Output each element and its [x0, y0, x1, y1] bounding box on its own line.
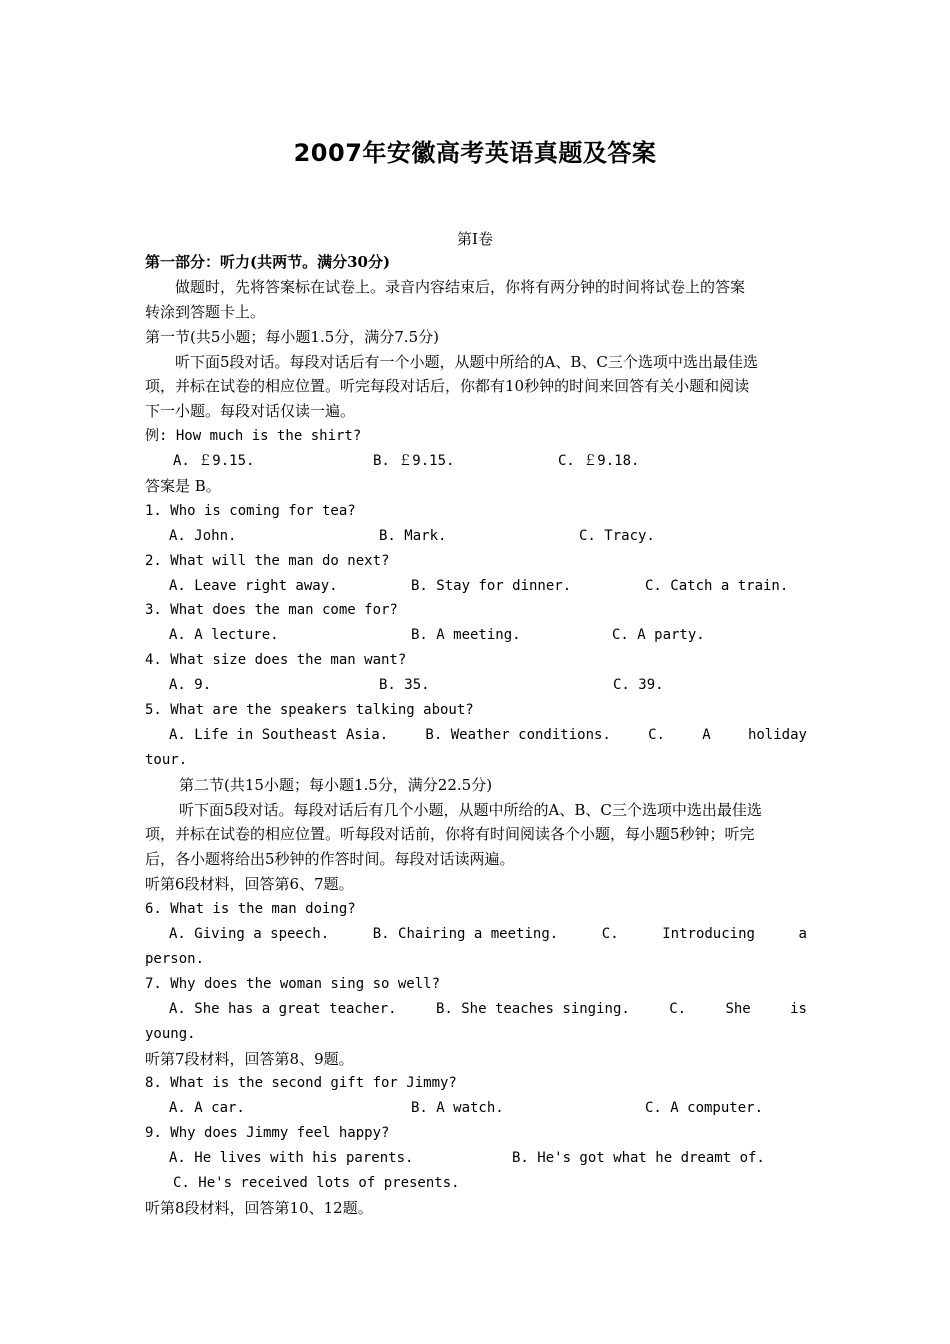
section1-instruction-line: 听下面5段对话。每段对话后有一个小题，从题中所给的A、B、C三个选项中选出最佳选 [175, 352, 758, 371]
section2-instruction-line: 后，各小题将给出5秒钟的作答时间。每段对话读两遍。 [145, 850, 515, 869]
section2-instruction-line: 项，并标在试卷的相应位置。听每段对话前，你将有时间阅读各个小题，每小题5秒钟；听完 [145, 825, 755, 844]
section2-heading: 第二节(共15小题；每小题1.5分，满分22.5分) [179, 775, 493, 794]
option-a: A. He lives with his parents. [169, 1150, 414, 1167]
question-8-options [145, 1096, 807, 1121]
option-a: A. Giving a speech. [169, 926, 330, 943]
option-a: A. ￡9.15. [173, 453, 255, 470]
option-b: B. ￡9.15. [373, 453, 455, 470]
question-4: 4. What size does the man want? [145, 652, 407, 669]
question-3: 3. What does the man come for? [145, 602, 398, 619]
option-c-word: She [725, 1000, 751, 1017]
option-a: A. A lecture. [169, 627, 279, 644]
option-c-word: a [798, 926, 807, 943]
option-a: A. 9. [169, 677, 212, 694]
example-options [145, 449, 807, 474]
question-5-options [145, 723, 807, 748]
example-question: 例: How much is the shirt? [145, 428, 362, 445]
material-heading: 听第8段材料，回答第10、12题。 [145, 1198, 373, 1217]
option-c: C. Tracy. [579, 527, 655, 544]
option-c: C. ￡9.18. [558, 453, 640, 470]
option-b: B. Weather conditions. [425, 726, 611, 743]
option-c: C. [601, 926, 619, 943]
question-7-wrap: young. [145, 1025, 196, 1042]
section1-instruction-line: 下一小题。每段对话仅读一遍。 [145, 402, 356, 421]
question-1: 1. Who is coming for tea? [145, 502, 356, 519]
option-b: B. Mark. [379, 527, 447, 544]
question-9: 9. Why does Jimmy feel happy? [145, 1125, 390, 1142]
question-9-option-c: C. He's received lots of presents. [173, 1174, 460, 1191]
question-8: 8. What is the second gift for Jimmy? [145, 1075, 457, 1092]
option-c: C. A party. [612, 627, 705, 644]
question-6-options [145, 922, 807, 947]
option-c: C. [648, 726, 665, 743]
question-4-options [145, 673, 807, 698]
option-c-word: Introducing [662, 926, 755, 943]
option-a: A. A car. [169, 1100, 245, 1117]
option-b: B. Stay for dinner. [411, 577, 572, 594]
section2-instruction-line: 听下面5段对话。每段对话后有几个小题，从题中所给的A、B、C三个选项中选出最佳选 [179, 800, 762, 819]
example-answer: 答案是 B。 [145, 477, 221, 496]
question-2-options [145, 574, 807, 599]
question-7-options [145, 997, 807, 1022]
question-6-wrap: person. [145, 950, 205, 967]
part1-heading: 第一部分：听力(共两节。满分30分) [145, 253, 391, 271]
material-heading: 听第7段材料，回答第8、9题。 [145, 1049, 354, 1068]
option-c-word: A [702, 726, 711, 743]
material-heading: 听第6段材料，回答第6、7题。 [145, 875, 354, 894]
volume-label: 第Ⅰ卷 [457, 230, 493, 248]
option-a: A. Life in Southeast Asia. [169, 726, 389, 743]
question-5: 5. What are the speakers talking about? [145, 702, 474, 719]
option-c: C. A computer. [645, 1100, 764, 1117]
option-b: B. A meeting. [411, 627, 521, 644]
option-c-word: holiday [747, 726, 807, 743]
question-1-options [145, 524, 807, 549]
question-2: 2. What will the man do next? [145, 552, 390, 569]
option-a: A. She has a great teacher. [169, 1000, 397, 1017]
option-a: A. Leave right away. [169, 577, 338, 594]
option-b: B. A watch. [411, 1100, 504, 1117]
question-9-options [145, 1146, 807, 1171]
question-6: 6. What is the man doing? [145, 901, 356, 918]
section1-instruction-line: 项，并标在试卷的相应位置。听完每段对话后，你都有10秒钟的时间来回答有关小题和阅读 [145, 377, 750, 396]
question-7: 7. Why does the woman sing so well? [145, 975, 441, 992]
option-b: B. 35. [379, 677, 430, 694]
option-c-word: is [790, 1000, 807, 1017]
document-title: 2007年安徽高考英语真题及答案 [293, 139, 657, 167]
option-b: B. He's got what he dreamt of. [512, 1150, 765, 1167]
option-c: C. 39. [613, 677, 664, 694]
document-body [145, 250, 807, 1221]
option-b: B. She teaches singing. [435, 1000, 630, 1017]
option-c: C. [669, 1000, 687, 1017]
section1-heading: 第一节(共5小题；每小题1.5分，满分7.5分) [145, 327, 439, 346]
option-c: C. Catch a train. [645, 577, 789, 594]
intro-line: 做题时，先将答案标在试卷上。录音内容结束后，你将有两分钟的时间将试卷上的答案 [175, 277, 746, 296]
option-b: B. Chairing a meeting. [372, 926, 559, 943]
intro-line: 转涂到答题卡上。 [145, 302, 266, 321]
option-a: A. John. [169, 527, 237, 544]
question-5-wrap: tour. [145, 751, 188, 768]
question-3-options [145, 623, 807, 648]
